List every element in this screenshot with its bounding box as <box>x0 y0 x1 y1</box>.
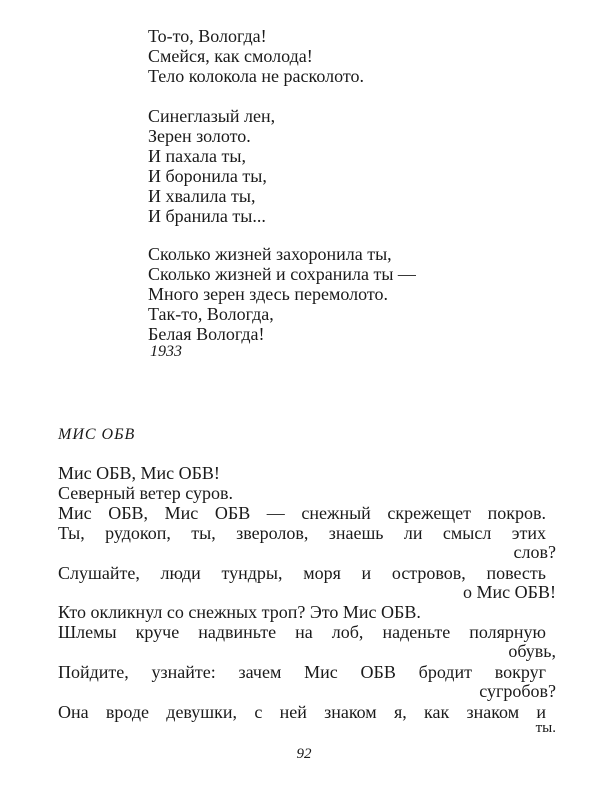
poem-line: Смейся, как смолода! <box>148 46 313 66</box>
page-number: 92 <box>296 746 312 762</box>
poem-line: Много зерен здесь перемолото. <box>148 284 389 304</box>
poem-line: Шлемы круче надвиньте на лоб, наденьте полярную <box>58 622 546 642</box>
poem-line: И хвалила ты, <box>148 186 256 206</box>
poem-line: Тело колокола не расколото. <box>148 66 364 86</box>
poem-line: Слушайте, люди тундры, моря и островов, повесть <box>58 563 546 583</box>
poem-line: Северный ветер суров. <box>58 483 233 503</box>
poem-line: Мис ОБВ, Мис ОБВ — снежный скрежещет покров. <box>58 503 546 523</box>
poem-line: Пойдите, узнайте: зачем Мис ОБВ бродит вокруг <box>58 662 546 682</box>
poem-date: 1933 <box>150 343 182 360</box>
poem-line: И боронила ты, <box>148 166 267 186</box>
poem-line: Ты, рудокоп, ты, зверолов, знаешь ли смысл этих <box>58 523 546 543</box>
poem-line: Так-то, Вологда, <box>148 304 274 324</box>
poem-line: Сколько жизней и сохранила ты — <box>148 264 416 284</box>
poem-line: Белая Вологда! <box>148 324 265 344</box>
poem-line-continuation: обувь, <box>508 641 556 661</box>
poem-line-continuation: о Мис ОБВ! <box>463 582 556 602</box>
poem-line: И бранила ты... <box>148 206 266 226</box>
poem-title: МИС ОБВ <box>58 426 136 443</box>
poem-line: Сколько жизней захоронила ты, <box>148 244 392 264</box>
poem-line: Синеглазый лен, <box>148 106 276 126</box>
poem-line: То-то, Вологда! <box>148 26 267 46</box>
poem-line: Она вроде девушки, с ней знаком я, как знаком и <box>58 702 546 722</box>
poem-line: Мис ОБВ, Мис ОБВ! <box>58 463 220 483</box>
poem-line-continuation: слов? <box>513 542 556 562</box>
poem-line-continuation: сугробов? <box>479 681 556 701</box>
poem-line-continuation: ты. <box>535 720 556 736</box>
poem-line: Зерен золото. <box>148 126 251 146</box>
poem-line: И пахала ты, <box>148 146 246 166</box>
poem-line: Кто окликнул со снежных троп? Это Мис ОБВ. <box>58 602 421 622</box>
